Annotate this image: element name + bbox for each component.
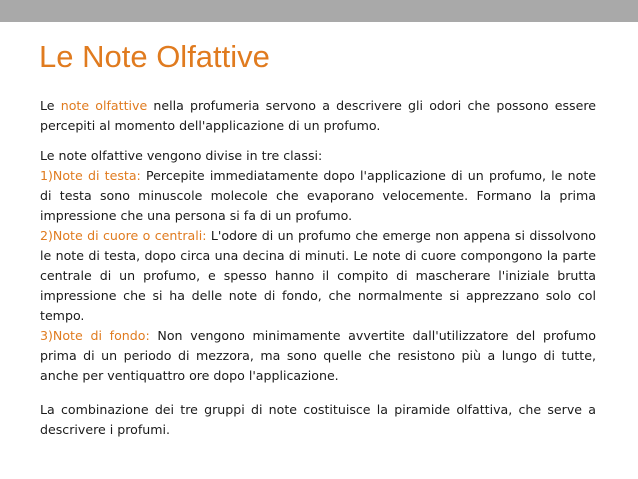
class-item-testa <box>40 166 596 226</box>
intro-paragraph <box>40 96 596 136</box>
classes-intro: Le note olfattive vengono divise in tre classi: <box>40 148 323 163</box>
slide-title: Le Note Olfattive <box>39 39 270 74</box>
intro-suffix: nella profumeria servono a descrivere gli odori che possono essere percepiti al momento dell'applicazione di un profumo. <box>40 98 596 133</box>
class-label-testa: 1)Note di testa: <box>40 168 141 183</box>
slide-content <box>40 96 596 440</box>
class-item-cuore <box>40 226 596 326</box>
class-item-fondo <box>40 326 596 386</box>
conclusion-paragraph: La combinazione dei tre gruppi di note costituisce la piramide olfattiva, che serve a descrivere i profumi. <box>40 402 596 437</box>
class-label-fondo: 3)Note di fondo: <box>40 328 150 343</box>
class-text-fondo: Non vengono minimamente avvertite dall'utilizzatore del profumo prima di un periodo di mezzora, ma sono quelle che resistono più a lungo di tutte, anche per ventiquattro ore dopo l'applicazione. <box>40 328 596 383</box>
top-bar <box>0 0 638 22</box>
class-text-cuore: L'odore di un profumo che emerge non appena si dissolvono le note di testa, dopo circa una decina di minuti. Le note di cuore compongono la parte centrale di un profumo, e spesso hanno il compito di mascherare l'iniziale brutta impressione che si ha delle note di fondo, che normalmente si apprezzano solo col tempo. <box>40 228 597 323</box>
intro-highlight: note olfattive <box>60 98 148 113</box>
intro-prefix: Le <box>40 98 61 113</box>
class-text-testa: Percepite immediatamente dopo l'applicazione di un profumo, le note di testa sono minuscole molecole che evaporano velocemente. Formano la prima impressione che una persona si fa di un profumo. <box>40 168 597 223</box>
class-label-cuore: 2)Note di cuore o centrali: <box>40 228 207 243</box>
